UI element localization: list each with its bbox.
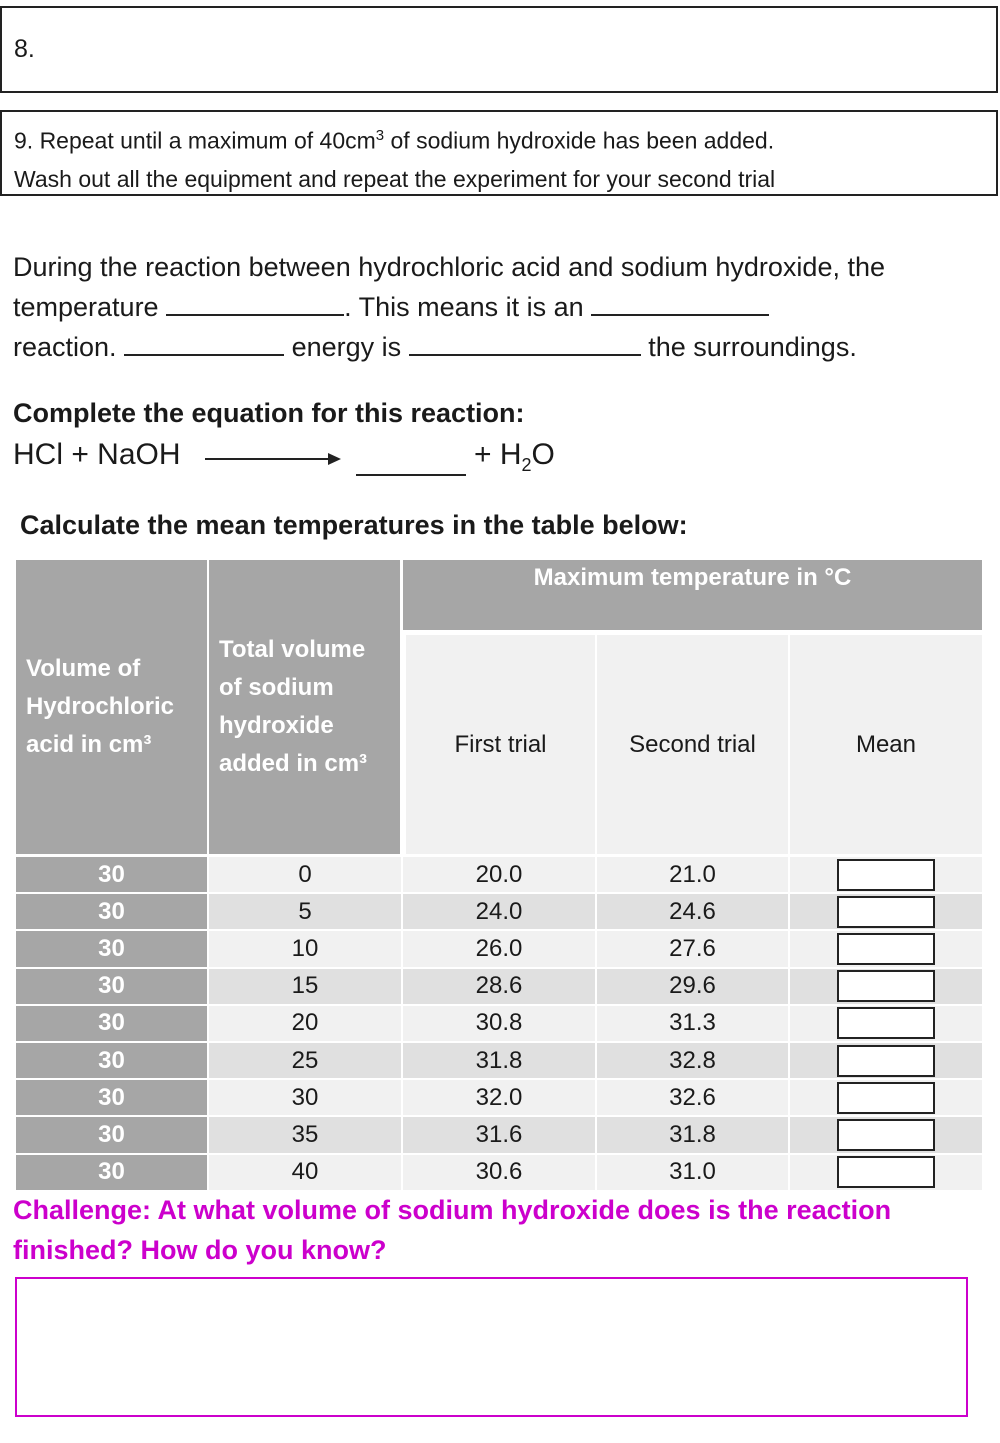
step-9-line-1-rest: of sodium hydroxide has been added. xyxy=(384,127,775,154)
trial2-cell: 31.8 xyxy=(597,1117,788,1152)
challenge-question: Challenge: At what volume of sodium hydroxide does is the reaction finished? How do you know? xyxy=(13,1195,892,1265)
mean-cell xyxy=(790,894,982,929)
paragraph-part-4: energy is xyxy=(291,332,402,362)
arrow-head-icon xyxy=(328,453,341,465)
water-formula-o: O xyxy=(531,438,555,471)
water-formula-subscript: 2 xyxy=(521,455,532,475)
trial1-cell: 31.8 xyxy=(403,1043,595,1078)
fill-in-paragraph xyxy=(13,247,988,367)
product-blank[interactable] xyxy=(356,474,466,476)
step-9-box xyxy=(0,110,998,196)
mean-cell xyxy=(790,857,982,892)
paragraph-part-1: During the reaction between hydrochloric acid and sodium hydroxide, the temperature xyxy=(13,252,886,322)
step-9-line-1-text: 9. Repeat until a maximum of 40cm xyxy=(14,127,376,154)
naoh-cell: 30 xyxy=(209,1080,401,1115)
step-9-superscript: 3 xyxy=(375,127,385,144)
col-acid-header xyxy=(16,560,207,854)
trial1-cell: 26.0 xyxy=(403,931,595,966)
group-header xyxy=(403,560,982,630)
naoh-cell: 40 xyxy=(209,1155,401,1190)
sub-header-mean: Mean xyxy=(790,635,982,854)
acid-cell: 30 xyxy=(16,857,207,892)
temperature-blank[interactable] xyxy=(166,290,344,316)
challenge-answer-box[interactable] xyxy=(15,1277,968,1417)
mean-input-box[interactable] xyxy=(837,896,935,928)
mean-input-box[interactable] xyxy=(837,933,935,965)
acid-cell: 30 xyxy=(16,1043,207,1078)
sub-header-first-trial: First trial xyxy=(406,635,595,854)
equation-title: Complete the equation for this reaction: xyxy=(13,398,525,428)
mean-cell xyxy=(790,1006,982,1041)
acid-cell: 30 xyxy=(16,1155,207,1190)
acid-cell: 30 xyxy=(16,894,207,929)
mean-input-box[interactable] xyxy=(837,970,935,1002)
trial1-cell: 31.6 xyxy=(403,1117,595,1152)
table-title: Calculate the mean temperatures in the table below: xyxy=(20,510,688,540)
reaction-type-blank[interactable] xyxy=(591,290,769,316)
trial1-cell: 32.0 xyxy=(403,1080,595,1115)
mean-cell xyxy=(790,1117,982,1152)
trial2-cell: 31.3 xyxy=(597,1006,788,1041)
energy-blank[interactable] xyxy=(124,330,284,356)
surroundings-blank[interactable] xyxy=(409,330,641,356)
acid-cell: 30 xyxy=(16,931,207,966)
equation-left: HCl + NaOH xyxy=(13,438,181,471)
mean-input-box[interactable] xyxy=(837,859,935,891)
sub-header-second-trial: Second trial xyxy=(597,635,788,854)
col-naoh-header xyxy=(209,560,400,854)
col-acid-header-text: Volume of Hydrochloric acid in cm³ xyxy=(26,655,175,758)
trial1-cell: 24.0 xyxy=(403,894,595,929)
reaction-arrow xyxy=(205,458,330,460)
mean-input-box[interactable] xyxy=(837,1119,935,1151)
mean-cell xyxy=(790,1080,982,1115)
trial2-cell: 21.0 xyxy=(597,857,788,892)
trial2-cell: 24.6 xyxy=(597,894,788,929)
naoh-cell: 10 xyxy=(209,931,401,966)
acid-cell: 30 xyxy=(16,1080,207,1115)
acid-cell: 30 xyxy=(16,969,207,1004)
naoh-cell: 35 xyxy=(209,1117,401,1152)
trial2-cell: 27.6 xyxy=(597,931,788,966)
col-naoh-header-text: Total volume of sodium hydroxide added in cm³ xyxy=(219,636,368,777)
step-8-label: 8. xyxy=(14,35,35,63)
naoh-cell: 25 xyxy=(209,1043,401,1078)
water-formula-h: + H xyxy=(474,438,522,471)
naoh-cell: 0 xyxy=(209,857,401,892)
mean-cell xyxy=(790,1155,982,1190)
trial2-cell: 31.0 xyxy=(597,1155,788,1190)
mean-input-box[interactable] xyxy=(837,1082,935,1114)
trial1-cell: 20.0 xyxy=(403,857,595,892)
trial1-cell: 30.8 xyxy=(403,1006,595,1041)
naoh-cell: 15 xyxy=(209,969,401,1004)
acid-cell: 30 xyxy=(16,1117,207,1152)
trial1-cell: 30.6 xyxy=(403,1155,595,1190)
mean-input-box[interactable] xyxy=(837,1156,935,1188)
paragraph-part-2: . This means it is an xyxy=(344,292,584,322)
paragraph-part-3: reaction. xyxy=(13,332,117,362)
step-9-line-2: Wash out all the equipment and repeat the experiment for your second trial xyxy=(14,165,776,192)
trial2-cell: 32.6 xyxy=(597,1080,788,1115)
step-8-box xyxy=(0,6,998,93)
mean-cell xyxy=(790,1043,982,1078)
mean-input-box[interactable] xyxy=(837,1045,935,1077)
mean-cell xyxy=(790,969,982,1004)
paragraph-part-5: the surroundings. xyxy=(648,332,857,362)
naoh-cell: 5 xyxy=(209,894,401,929)
trial2-cell: 32.8 xyxy=(597,1043,788,1078)
group-header-text: Maximum temperature in °C xyxy=(533,564,852,591)
equation-right xyxy=(474,438,555,476)
naoh-cell: 20 xyxy=(209,1006,401,1041)
trial2-cell: 29.6 xyxy=(597,969,788,1004)
acid-cell: 30 xyxy=(16,1006,207,1041)
step-9-line-1 xyxy=(14,117,996,160)
mean-cell xyxy=(790,931,982,966)
trial1-cell: 28.6 xyxy=(403,969,595,1004)
mean-input-box[interactable] xyxy=(837,1007,935,1039)
